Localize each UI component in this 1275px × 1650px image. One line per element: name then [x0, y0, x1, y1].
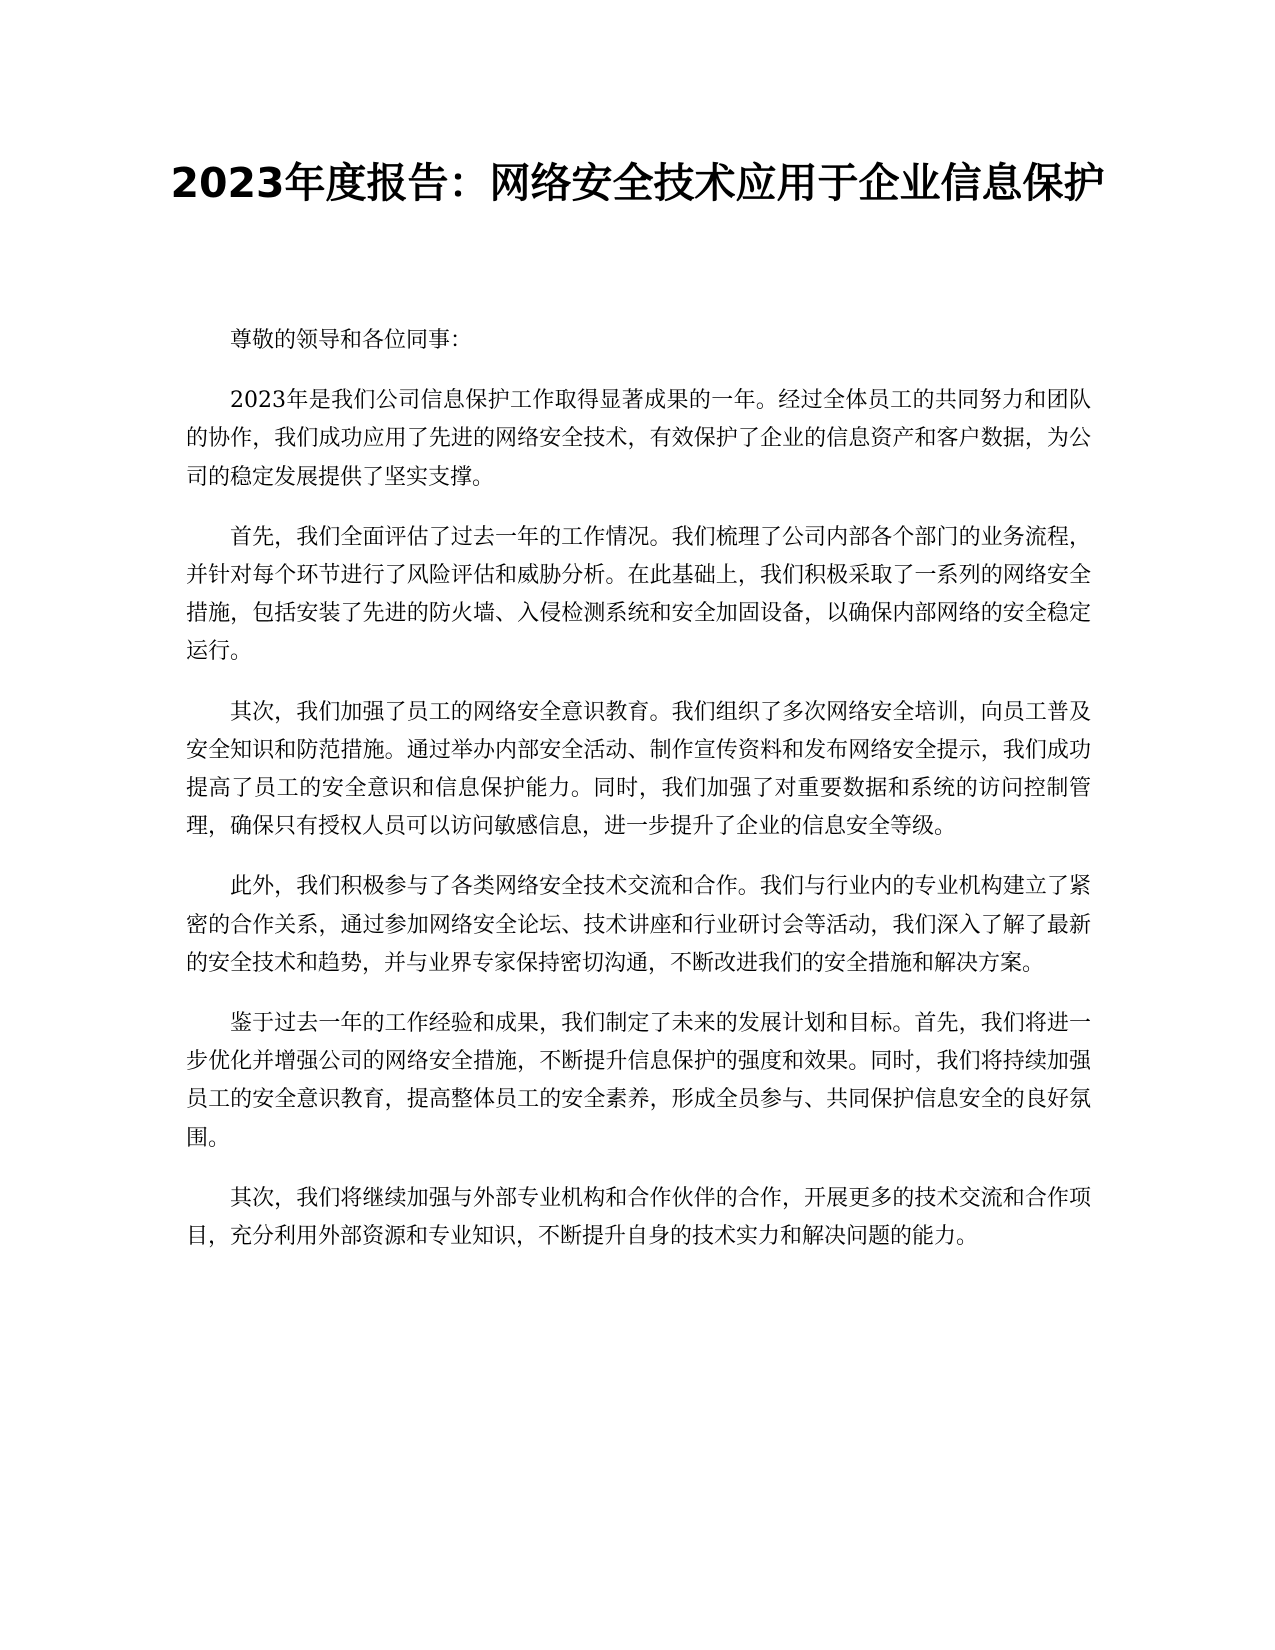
paragraph-3: 其次，我们加强了员工的网络安全意识教育。我们组织了多次网络安全培训，向员工普及安全知识和防范措施。通过举办内部安全活动、制作宣传资料和发布网络安全提示，我们成功提高了员工的安全意识和信息保护能力。同时，我们加强了对重要数据和系统的访问控制管理，确保只有授权人员可以访问敏感信息，进一步提升了企业的信息安全等级。: [186, 699, 1091, 840]
paragraph-1: 2023年是我们公司信息保护工作取得显著成果的一年。经过全体员工的共同努力和团队的协作，我们成功应用了先进的网络安全技术，有效保护了企业的信息资产和客户数据，为公司的稳定发展提供了坚实支撑。: [186, 388, 1091, 490]
paragraph-2: 首先，我们全面评估了过去一年的工作情况。我们梳理了公司内部各个部门的业务流程，并针对每个环节进行了风险评估和威胁分析。在此基础上，我们积极采取了一系列的网络安全措施，包括安装了先进的防火墙、入侵检测系统和安全加固设备，以确保内部网络的安全稳定运行。: [186, 524, 1091, 665]
document-title: 2023年度报告：网络安全技术应用于企业信息保护: [170, 159, 1105, 207]
paragraph-5: 鉴于过去一年的工作经验和成果，我们制定了未来的发展计划和目标。首先，我们将进一步优化并增强公司的网络安全措施，不断提升信息保护的强度和效果。同时，我们将持续加强员工的安全意识教育，提高整体员工的安全素养，形成全员参与、共同保护信息安全的良好氛围。: [186, 1011, 1091, 1151]
document-body: [186, 322, 1091, 1278]
salutation: 尊敬的领导和各位同事：: [230, 328, 473, 353]
paragraph-4: 此外，我们积极参与了各类网络安全技术交流和合作。我们与行业内的专业机构建立了紧密的合作关系，通过参加网络安全论坛、技术讲座和行业研讨会等活动，我们深入了解了最新的安全技术和趋势，并与业界专家保持密切沟通，不断改进我们的安全措施和解决方案。: [186, 874, 1091, 976]
paragraph-6: 其次，我们将继续加强与外部专业机构和合作伙伴的合作，开展更多的技术交流和合作项目，充分利用外部资源和专业知识，不断提升自身的技术实力和解决问题的能力。: [186, 1185, 1091, 1250]
